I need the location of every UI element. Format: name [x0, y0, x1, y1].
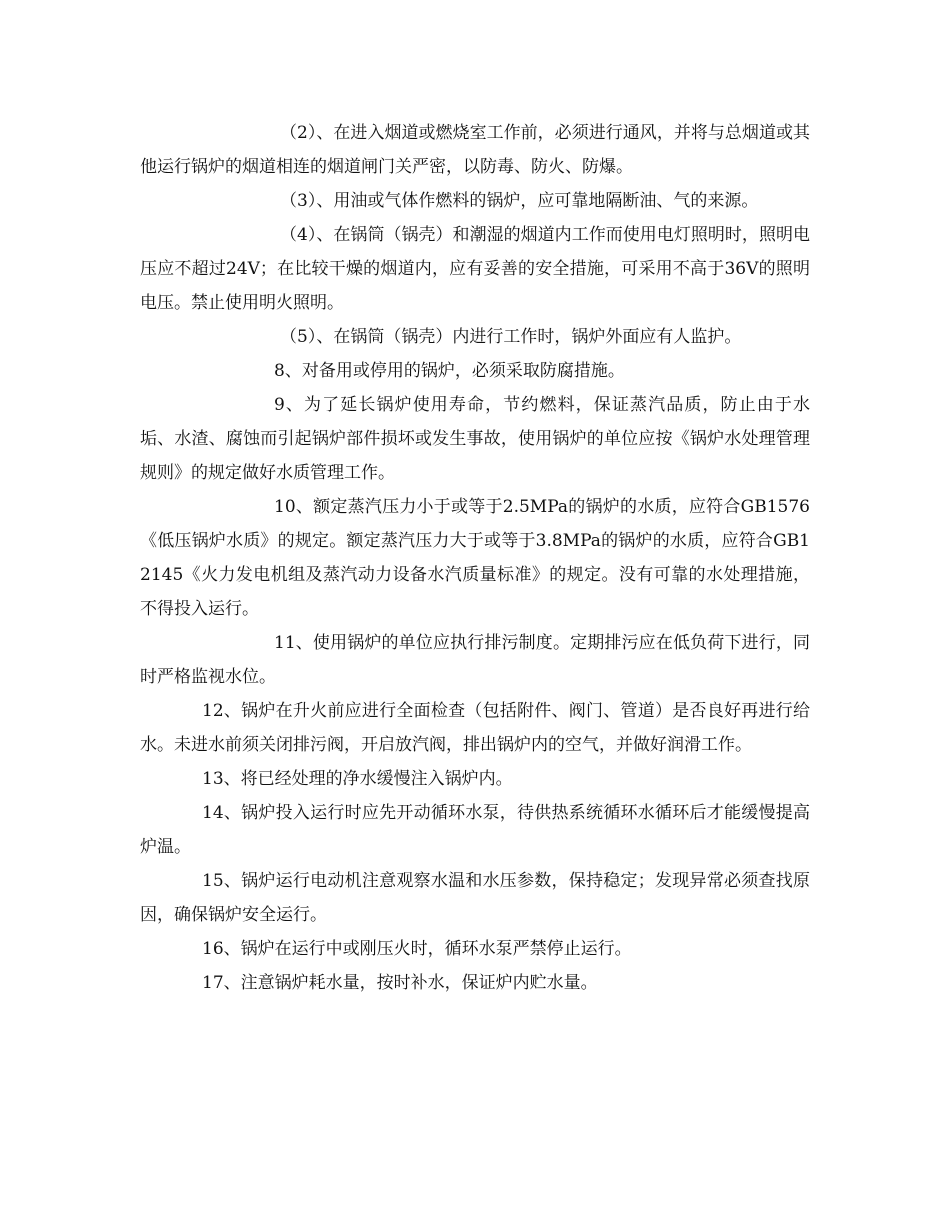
paragraph-item-14: 14、锅炉投入运行时应先开动循环水泵，待供热系统循环水循环后才能缓慢提高炉温。 [140, 803, 810, 857]
paragraph-flue-ventilation: （2）、在进入烟道或燃烧室工作前，必须进行通风，并将与总烟道或其他运行锅炉的烟道相连的烟道闸门关严密，以防毒、防火、防爆。 [140, 123, 810, 177]
paragraph-item-16: 16、锅炉在运行中或刚压火时，循环水泵严禁停止运行。 [202, 939, 632, 959]
paragraph-lighting-voltage: （4）、在锅筒（锅壳）和潮湿的烟道内工作而使用电灯照明时，照明电压应不超过24V；在比较干燥的烟道内，应有妥善的安全措施，可采用不高于36V的照明电压。禁止使用明火照明。 [140, 225, 810, 313]
paragraph-item-11: 11、使用锅炉的单位应执行排污制度。定期排污应在低负荷下进行，同时严格监视水位。 [140, 633, 810, 687]
paragraph-item-9: 9、为了延长锅炉使用寿命，节约燃料，保证蒸汽品质，防止由于水垢、水渣、腐蚀而引起锅炉部件损坏或发生事故，使用锅炉的单位应按《锅炉水处理管理规则》的规定做好水质管理工作。 [140, 395, 810, 483]
paragraph-drum-supervision: （5）、在锅筒（锅壳）内进行工作时，锅炉外面应有人监护。 [280, 327, 742, 347]
paragraph-oil-gas-isolation: （3）、用油或气体作燃料的锅炉，应可靠地隔断油、气的来源。 [280, 191, 759, 211]
document-body [140, 116, 810, 1000]
paragraph-item-8: 8、对备用或停用的锅炉，必须采取防腐措施。 [274, 361, 625, 381]
paragraph-item-13: 13、将已经处理的净水缓慢注入锅炉内。 [202, 769, 513, 789]
paragraph-item-10: 10、额定蒸汽压力小于或等于2.5MPa的锅炉的水质，应符合GB1576《低压锅炉水质》的规定。额定蒸汽压力大于或等于3.8MPa的锅炉的水质，应符合GB12145《火力发电机组及蒸汽动力设备水汽质量标准》的规定。没有可靠的水处理措施，不得投入运行。 [140, 497, 810, 619]
paragraph-item-15: 15、锅炉运行电动机注意观察水温和水压参数，保持稳定；发现异常必须查找原因，确保锅炉安全运行。 [140, 871, 810, 925]
paragraph-item-12: 12、锅炉在升火前应进行全面检查（包括附件、阀门、管道）是否良好再进行给水。未进水前须关闭排污阀，开启放汽阀，排出锅炉内的空气，并做好润滑工作。 [140, 701, 810, 755]
paragraph-item-17: 17、注意锅炉耗水量，按时补水，保证炉内贮水量。 [202, 973, 598, 993]
